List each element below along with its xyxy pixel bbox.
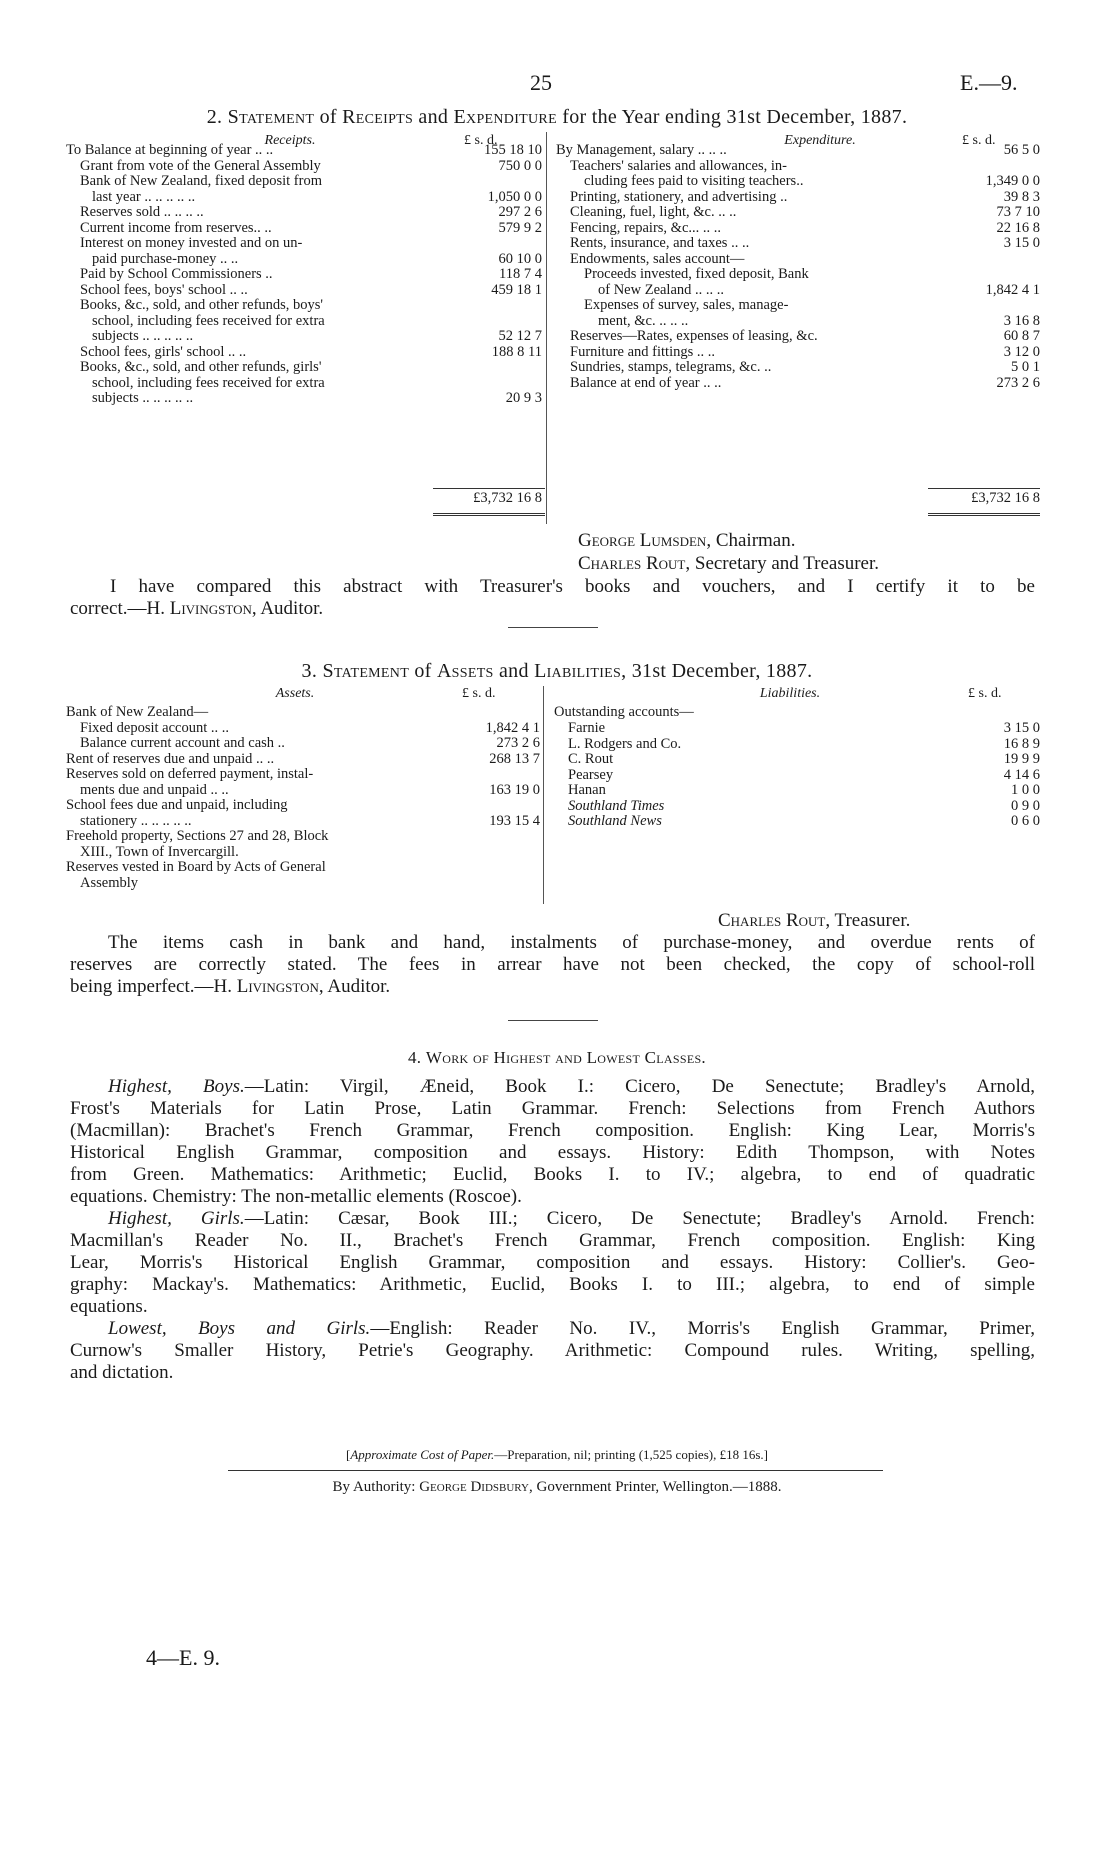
asset-row-label: Bank of New Zealand— xyxy=(66,704,209,720)
lowest-boys-girls-line: and dictation. xyxy=(70,1362,174,1383)
expenditure-row-amount: 3 12 0 xyxy=(1003,343,1040,360)
receipt-row-amount: 155 18 10 xyxy=(484,142,542,158)
receipt-row-label: Reserves sold .. .. .. .. xyxy=(80,204,204,220)
expenditure-row-amount: 39 8 3 xyxy=(1003,188,1040,205)
asset-row-label: Balance current account and cash .. xyxy=(80,735,285,751)
section3-column-divider xyxy=(543,686,544,904)
expenditure-row-label: Cleaning, fuel, light, &c. .. .. xyxy=(570,204,737,220)
expenditure-row-label: Reserves—Rates, expenses of leasing, &c. xyxy=(570,328,818,344)
expenditure-row-label: Balance at end of year .. .. xyxy=(570,374,722,391)
receipt-row-label: Books, &c., sold, and other refunds, girls' xyxy=(80,359,322,375)
receipt-row-amount: 750 0 0 xyxy=(498,157,542,174)
asset-row-label: stationery .. .. .. .. .. xyxy=(80,812,192,829)
assets-note-line3: being imperfect.—H. Livingston, Auditor. xyxy=(70,976,391,997)
receipt-row-amount: 60 10 0 xyxy=(498,250,542,267)
receipt-row-amount: 52 12 7 xyxy=(498,328,542,344)
highest-girls-lead: Highest, Girls. xyxy=(108,1208,245,1229)
liability-row-amount: 0 9 0 xyxy=(1011,797,1040,814)
lowest-boys-girls-line: Curnow's Smaller History, Petrie's Geography. Arithmetic: Compound rules. Writing, spelling, xyxy=(70,1340,1035,1361)
audit-statement-line1: I have compared this abstract with Treasurer's books and vouchers, and I certify it to be xyxy=(110,576,1035,597)
receipt-row-label: Current income from reserves.. .. xyxy=(80,219,272,236)
liability-row-label: C. Rout xyxy=(568,751,614,767)
expenditure-total-double-rule xyxy=(928,513,1040,516)
section4-title: 4. Work of Highest and Lowest Classes. xyxy=(408,1048,706,1067)
expenditure-row-amount: 56 5 0 xyxy=(1003,142,1040,158)
receipt-row-amount: 188 8 11 xyxy=(491,343,542,360)
receipt-row-label: last year .. .. .. .. .. xyxy=(92,188,196,205)
expenditure-row-label: cluding fees paid to visiting teachers.. xyxy=(584,173,804,189)
receipt-row-amount: 20 9 3 xyxy=(505,390,542,406)
expenditure-row-amount: 5 0 1 xyxy=(1011,359,1040,375)
liability-row-amount: 0 6 0 xyxy=(1011,813,1040,829)
receipt-row-label: subjects .. .. .. .. .. xyxy=(92,390,194,406)
section2-column-divider xyxy=(546,132,547,524)
liability-row-label: Pearsey xyxy=(568,766,614,783)
expenditure-row-amount: 22 16 8 xyxy=(996,219,1040,236)
section2-title: 2. Statement of Receipts and Expenditure for the Year ending 31st December, 1887. xyxy=(206,106,908,128)
liabilities-currency-heading: £ s. d. xyxy=(968,686,1002,701)
expenditure-row-label: Expenses of survey, sales, manage- xyxy=(584,297,789,313)
assets-note-line2: reserves are correctly stated. The fees in arrear have not been checked, the copy of school-roll xyxy=(70,954,1035,975)
expenditure-row-label: ment, &c. .. .. .. xyxy=(598,312,689,329)
expenditure-row-label: Rents, insurance, and taxes .. .. xyxy=(570,235,750,251)
highest-boys-line: equations. Chemistry: The non-metallic elements (Roscoe). xyxy=(70,1186,522,1207)
liability-row-amount: 1 0 0 xyxy=(1011,782,1040,798)
liabilities-heading: Liabilities. xyxy=(759,686,821,701)
receipt-row-label: paid purchase-money .. .. xyxy=(92,250,239,267)
highest-boys-text: —Latin: Virgil, Æneid, Book I.: Cicero, De Senectute; Bradley's Arnold, xyxy=(244,1076,1035,1097)
liability-row-label: Farnie xyxy=(568,720,606,736)
asset-row-label: Reserves sold on deferred payment, instal- xyxy=(66,766,314,782)
asset-row-amount: 193 15 4 xyxy=(489,812,540,829)
section-divider-1 xyxy=(508,627,598,628)
asset-row-amount: 1,842 4 1 xyxy=(485,719,540,736)
expenditure-row-label: of New Zealand .. .. .. xyxy=(598,281,725,298)
printer-authority: By Authority: George Didsbury, Government Printer, Wellington.—1888. xyxy=(332,1479,782,1495)
asset-row-amount: 268 13 7 xyxy=(489,750,540,767)
receipt-row-label: Interest on money invested and on un- xyxy=(80,235,303,251)
liability-row-amount: 16 8 9 xyxy=(1003,735,1040,752)
expenditure-total-rule xyxy=(928,488,1040,489)
expenditure-row-label: Fencing, repairs, &c... .. .. xyxy=(570,219,722,236)
cost-of-paper-note: [Approximate Cost of Paper.—Preparation, nil; printing (1,525 copies), £18 16s.] xyxy=(346,1447,768,1462)
expenditure-row-label: By Management, salary .. .. .. xyxy=(556,142,727,158)
expenditure-row-amount: 3 15 0 xyxy=(1003,235,1040,251)
asset-row-label: School fees due and unpaid, including xyxy=(66,797,288,813)
section-divider-2 xyxy=(508,1020,598,1021)
lowest-boys-girls-text: —English: Reader No. IV., Morris's English Grammar, Primer, xyxy=(370,1318,1035,1339)
receipt-row-label: School fees, girls' school .. .. xyxy=(80,343,247,360)
expenditure-row-label: Sundries, stamps, telegrams, &c. .. xyxy=(570,359,772,375)
page-number: 25 xyxy=(530,70,552,95)
asset-row-label: Freehold property, Sections 27 and 28, Block xyxy=(66,828,329,844)
receipts-heading: Receipts. xyxy=(264,133,316,148)
lowest-boys-girls-lead: Lowest, Boys and Girls. xyxy=(108,1318,371,1339)
expenditure-row-amount: 1,349 0 0 xyxy=(985,173,1040,189)
asset-row-label: ments due and unpaid .. .. xyxy=(80,781,229,798)
highest-girls-line: graphy: Mackay's. Mathematics: Arithmetic, Euclid, Books I. to III.; algebra, to end of simple xyxy=(70,1274,1035,1295)
expenditure-row-label: Furniture and fittings .. .. xyxy=(570,343,715,360)
expenditure-total: £3,732 16 8 xyxy=(971,490,1040,506)
expenditure-row-amount: 73 7 10 xyxy=(996,204,1040,220)
expenditure-row-label: Endowments, sales account— xyxy=(570,250,745,267)
asset-row-label: Reserves vested in Board by Acts of General xyxy=(66,859,326,875)
highest-girls-line: Lear, Morris's Historical English Grammar, composition and essays. History: Collier's. Geo- xyxy=(70,1252,1035,1273)
receipt-row-amount: 1,050 0 0 xyxy=(487,188,542,205)
highest-boys-line: from Green. Mathematics: Arithmetic; Euclid, Books I. to IV.; algebra, to end of quadratic xyxy=(70,1164,1035,1185)
highest-girls-text: —Latin: Cæsar, Book III.; Cicero, De Senectute; Bradley's Arnold. French: xyxy=(244,1208,1035,1229)
liability-row-label: Hanan xyxy=(568,782,606,798)
receipts-total-rule xyxy=(433,488,545,489)
liability-row-amount: 4 14 6 xyxy=(1003,766,1040,783)
section3-title: 3. Statement of Assets and Liabilities, 31st December, 1887. xyxy=(301,660,813,682)
receipt-row-label: subjects .. .. .. .. .. xyxy=(92,328,194,344)
highest-boys-line: Frost's Materials for Latin Prose, Latin Grammar. French: Selections from French Authors xyxy=(70,1098,1035,1119)
expenditure-row-amount: 1,842 4 1 xyxy=(985,281,1040,298)
receipt-row-label: Books, &c., sold, and other refunds, boys' xyxy=(80,297,324,313)
lowest-boys-girls-line xyxy=(108,1318,1035,1340)
expenditure-row-label: Proceeds invested, fixed deposit, Bank xyxy=(584,266,809,282)
expenditure-heading: Expenditure. xyxy=(784,133,856,148)
receipt-row-amount: 579 9 2 xyxy=(498,219,542,236)
audit-statement-line2: correct.—H. Livingston, Auditor. xyxy=(70,598,324,619)
receipt-row-label: school, including fees received for extra xyxy=(92,374,325,391)
expenditure-row-amount: 60 8 7 xyxy=(1003,328,1040,344)
receipt-row-amount: 297 2 6 xyxy=(498,204,542,220)
asset-row-label: XIII., Town of Invercargill. xyxy=(80,843,239,860)
asset-row-amount: 273 2 6 xyxy=(496,735,540,751)
assets-note-line1: The items cash in bank and hand, instalments of purchase-money, and overdue rents of xyxy=(108,932,1035,953)
asset-row-label: Fixed deposit account .. .. xyxy=(80,719,230,736)
expenditure-row-amount: 3 16 8 xyxy=(1003,312,1040,329)
liabilities-intro: Outstanding accounts— xyxy=(554,704,694,720)
receipt-row-label: To Balance at beginning of year .. .. xyxy=(66,142,274,158)
receipts-total-double-rule xyxy=(433,513,545,516)
receipt-row-label: school, including fees received for extra xyxy=(92,312,325,329)
document-code: E.—9. xyxy=(960,70,1018,95)
asset-row-label: Rent of reserves due and unpaid .. .. xyxy=(66,750,275,767)
receipt-row-label: School fees, boys' school .. .. xyxy=(80,281,248,298)
expenditure-row-amount: 273 2 6 xyxy=(996,374,1040,391)
receipt-row-amount: 459 18 1 xyxy=(491,281,542,298)
liability-row-amount: 3 15 0 xyxy=(1003,720,1040,736)
highest-boys-lead: Highest, Boys. xyxy=(108,1076,245,1097)
highest-girls-line xyxy=(108,1208,1035,1230)
liability-row-label: Southland News xyxy=(568,813,662,829)
signature-mark: 4—E. 9. xyxy=(146,1645,220,1670)
liability-row-label: L. Rodgers and Co. xyxy=(568,735,682,752)
highest-boys-line: (Macmillan): Brachet's French Grammar, French composition. English: King Lear, Morris's xyxy=(70,1120,1035,1141)
assets-currency-heading: £ s. d. xyxy=(462,686,496,701)
expenditure-row-label: Teachers' salaries and allowances, in- xyxy=(570,157,787,174)
receipt-row-label: Bank of New Zealand, fixed deposit from xyxy=(80,173,322,189)
liability-row-label: Southland Times xyxy=(568,797,665,814)
liability-row-amount: 19 9 9 xyxy=(1003,751,1040,767)
asset-row-label: Assembly xyxy=(80,874,138,891)
receipt-row-label: Paid by School Commissioners .. xyxy=(80,266,273,282)
highest-boys-line: Historical English Grammar, composition and essays. History: Edith Thompson, with Notes xyxy=(70,1142,1035,1163)
receipts-total: £3,732 16 8 xyxy=(473,490,542,506)
footer-rule xyxy=(228,1470,883,1471)
highest-girls-line: equations. xyxy=(70,1296,148,1317)
highest-girls-line: Macmillan's Reader No. II., Brachet's French Grammar, French composition. English: King xyxy=(70,1230,1035,1251)
receipt-row-amount: 118 7 4 xyxy=(499,266,542,282)
receipts-currency-heading: £ s. d. xyxy=(464,133,498,148)
treasurer-signature: Charles Rout, Treasurer. xyxy=(718,910,911,931)
chairman-signature: George Lumsden, Chairman. xyxy=(578,530,796,551)
expenditure-currency-heading: £ s. d. xyxy=(962,133,996,148)
assets-heading: Assets. xyxy=(275,686,315,701)
asset-row-amount: 163 19 0 xyxy=(489,781,540,798)
secretary-signature: Charles Rout, Secretary and Treasurer. xyxy=(578,553,880,574)
highest-boys-line xyxy=(108,1076,1035,1098)
expenditure-row-label: Printing, stationery, and advertising .. xyxy=(570,188,788,205)
receipt-row-label: Grant from vote of the General Assembly xyxy=(80,157,321,174)
